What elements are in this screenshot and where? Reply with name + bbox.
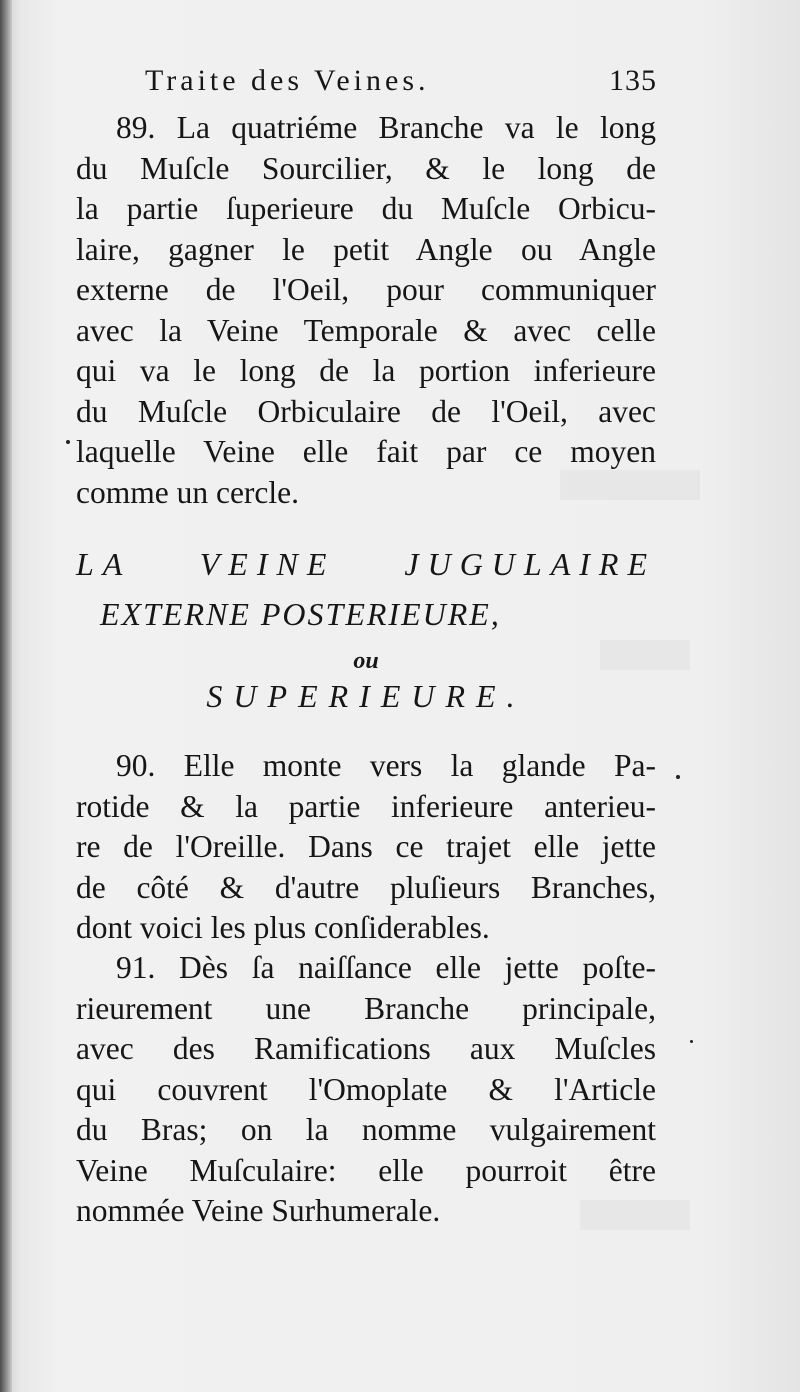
text-line: rieurement une Branche principale, <box>76 990 656 1026</box>
text-line: qui couvrent l'Omoplate & l'Article <box>76 1071 656 1107</box>
text-line: re de l'Oreille. Dans ce trajet elle jette <box>76 829 656 864</box>
text-line: avec la Veine Temporale & avec celle <box>76 312 656 348</box>
heading-line-3: ou <box>353 648 379 674</box>
text-line: 90. Elle monte vers la glande Pa- <box>116 748 656 783</box>
heading-line-4: SUPERIEURE. <box>206 678 526 714</box>
text-line: rotide & la partie inferieure anterieu- <box>76 788 656 824</box>
text-line: nommée Veine Surhumerale. <box>76 1193 441 1228</box>
text-line: la partie ſuperieure du Muſcle Orbicu- <box>76 191 656 226</box>
text-line: laquelle Veine elle fait par ce moyen <box>76 434 656 469</box>
text-line: 91. Dès ſa naiſſance elle jette poſte- <box>116 950 656 985</box>
text-line: du Muſcle Sourcilier, & le long de <box>76 150 656 186</box>
ink-speck <box>676 775 680 779</box>
text-line: de côté & d'autre pluſieurs Branches, <box>76 869 656 905</box>
text-line: qui va le long de la portion inferieure <box>76 353 656 388</box>
paragraph-91 <box>76 948 656 1232</box>
page-number: 135 <box>609 64 657 97</box>
text-line: externe de l'Oeil, pour communiquer <box>76 272 656 307</box>
text-line: du Muſcle Orbiculaire de l'Oeil, avec <box>76 393 656 429</box>
text-line: avec des Ramifications aux Muſcles <box>76 1031 656 1066</box>
text-line: dont voici les plus conſiderables. <box>76 910 490 945</box>
ink-speck <box>66 440 70 444</box>
page-binding-shadow <box>0 0 12 1392</box>
paragraph-90 <box>76 746 656 949</box>
running-head <box>145 64 665 106</box>
heading-line-2: EXTERNE POSTERIEURE, <box>100 596 501 632</box>
section-heading <box>76 546 656 726</box>
heading-line-1: LA VEINE JUGULAIRE <box>76 546 656 582</box>
text-line: laire, gagner le petit Angle ou Angle <box>76 231 656 267</box>
ink-speck <box>690 1040 693 1043</box>
text-line: 89. La quatriéme Branche va le long <box>116 110 656 145</box>
paragraph-89 <box>76 108 656 513</box>
running-head-title: Traite des Veines. <box>145 64 430 97</box>
text-line: du Bras; on la nomme vulgairement <box>76 1112 656 1147</box>
text-line: Veine Muſculaire: elle pourroit être <box>76 1152 656 1188</box>
text-line: comme un cercle. <box>76 474 300 510</box>
